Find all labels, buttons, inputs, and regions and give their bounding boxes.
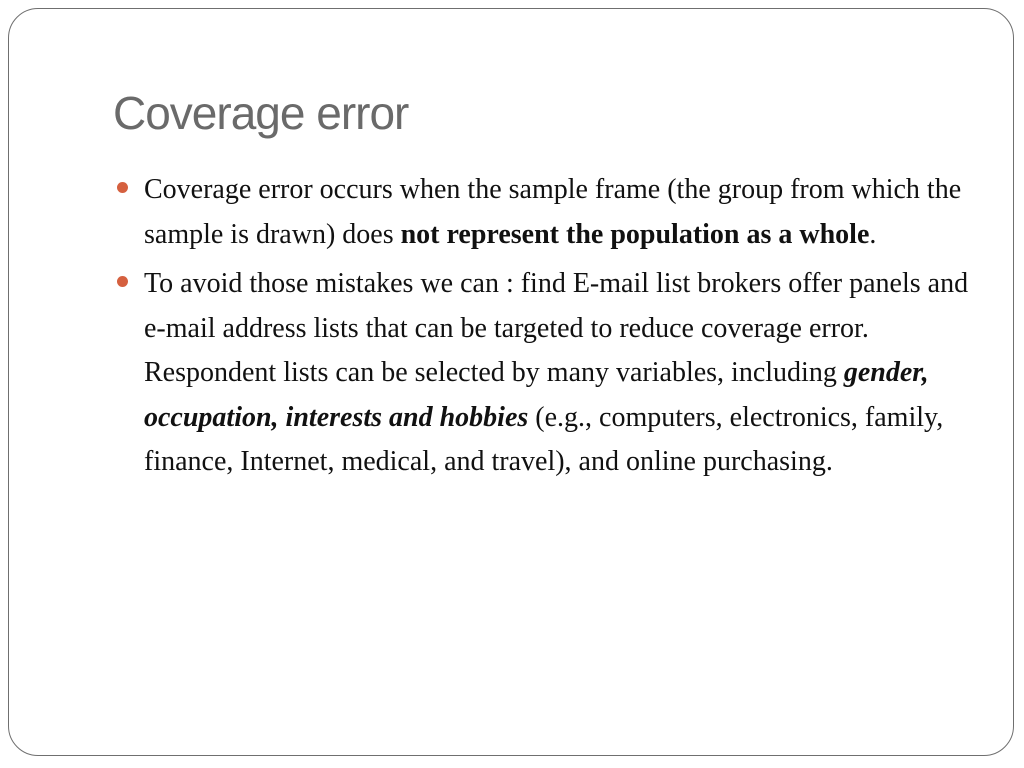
bullet-emphasis: not represent the population as a whole [400,218,870,250]
bullet-text-end: (e.g., computers, electronics, family, finance, Internet, medical, and travel), and online purchasing. [144,401,944,477]
bullet-list [144,168,974,490]
bullet-dot-icon [117,276,128,287]
bullet-dot-icon [117,182,128,193]
bullet-emphasis: gender, occupation, interests and hobbies [144,357,929,433]
bullet-text: To avoid those mistakes we can : find E-mail list brokers offer panels and e-mail address lists that can be targeted to reduce coverage error. Respondent lists can be selected by many variables, including [144,268,969,388]
slide-title: Coverage error [113,87,409,139]
bullet-item-coverage-definition [144,168,974,257]
bullet-text: Coverage error occurs when the sample frame (the group from which the sample is drawn) does [144,174,962,250]
bullet-item-avoid-mistakes [144,262,974,485]
bullet-text-end: . [869,218,877,250]
